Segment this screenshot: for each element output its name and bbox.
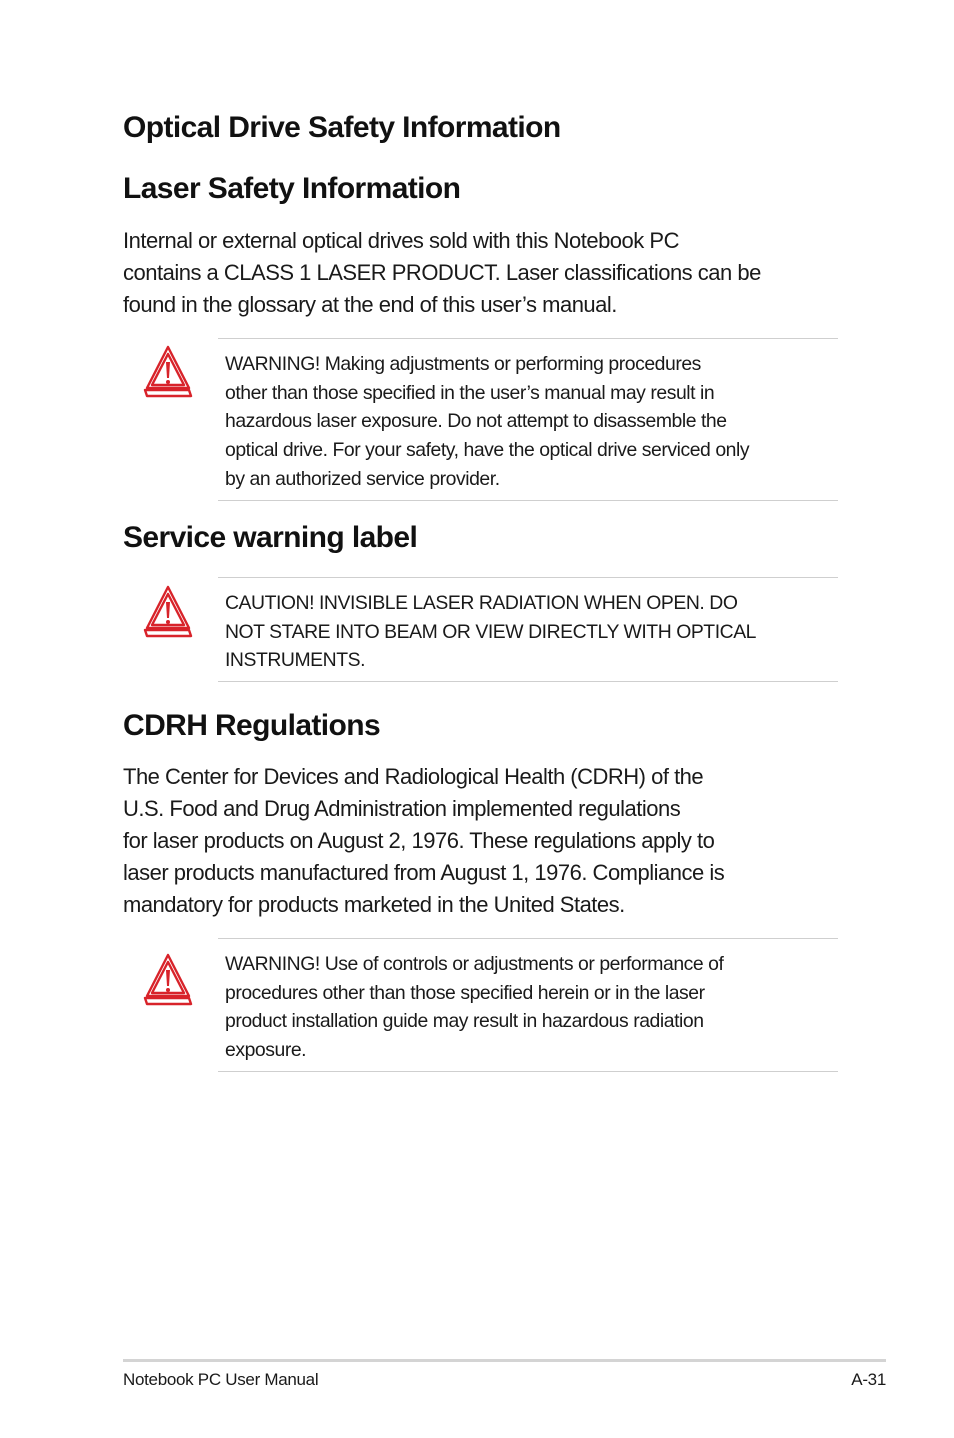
laser-safety-paragraph <box>123 225 813 321</box>
caution-note-text <box>225 589 837 675</box>
note-line: other than those specified in the user’s manual may result in <box>225 381 715 404</box>
note-line: NOT STARE INTO BEAM OR VIEW DIRECTLY WITH OPTICAL <box>225 620 757 643</box>
warning-note-cdrh <box>218 938 838 1072</box>
note-line: WARNING! Use of controls or adjustments or performance of <box>225 953 724 975</box>
paragraph-line: mandatory for products marketed in the United States. <box>123 892 625 917</box>
warning-triangle-icon <box>143 952 193 1008</box>
note-line: by an authorized service provider. <box>225 467 500 490</box>
caution-note-service <box>218 577 838 682</box>
paragraph-line: for laser products on August 2, 1976. These regulations apply to <box>123 828 715 853</box>
note-line: optical drive. For your safety, have the optical drive serviced only <box>225 439 750 462</box>
footer-divider <box>123 1359 886 1362</box>
note-line: product installation guide may result in hazardous radiation <box>225 1010 704 1033</box>
warning-triangle-icon <box>143 344 193 400</box>
cdrh-paragraph <box>123 761 813 921</box>
paragraph-line: laser products manufactured from August 1, 1976. Compliance is <box>123 860 725 885</box>
paragraph-line: contains a CLASS 1 LASER PRODUCT. Laser classifications can be <box>123 260 761 285</box>
warning-note-text <box>225 950 837 1065</box>
warning-triangle-icon <box>143 584 193 640</box>
section-heading-cdrh: CDRH Regulations <box>123 709 381 742</box>
footer-manual-title: Notebook PC User Manual <box>123 1370 319 1389</box>
page-title: Optical Drive Safety Information <box>123 111 561 144</box>
paragraph-line: The Center for Devices and Radiological Health (CDRH) of the <box>123 764 704 789</box>
note-line: CAUTION! INVISIBLE LASER RADIATION WHEN OPEN. DO <box>225 592 738 614</box>
note-line: hazardous laser exposure. Do not attempt to disassemble the <box>225 410 727 433</box>
paragraph-line: U.S. Food and Drug Administration implemented regulations <box>123 796 681 821</box>
paragraph-line: Internal or external optical drives sold with this Notebook PC <box>123 228 679 253</box>
note-line: exposure. <box>225 1039 307 1062</box>
warning-note-laser <box>218 338 838 501</box>
section-heading-service-warning: Service warning label <box>123 521 418 554</box>
note-line: WARNING! Making adjustments or performing procedures <box>225 353 701 375</box>
note-line: procedures other than those specified herein or in the laser <box>225 981 705 1004</box>
section-heading-laser-safety: Laser Safety Information <box>123 172 461 205</box>
note-line: INSTRUMENTS. <box>225 649 366 672</box>
warning-note-text <box>225 350 837 494</box>
paragraph-line: found in the glossary at the end of this user’s manual. <box>123 292 617 317</box>
footer-page-number: A-31 <box>851 1370 886 1389</box>
